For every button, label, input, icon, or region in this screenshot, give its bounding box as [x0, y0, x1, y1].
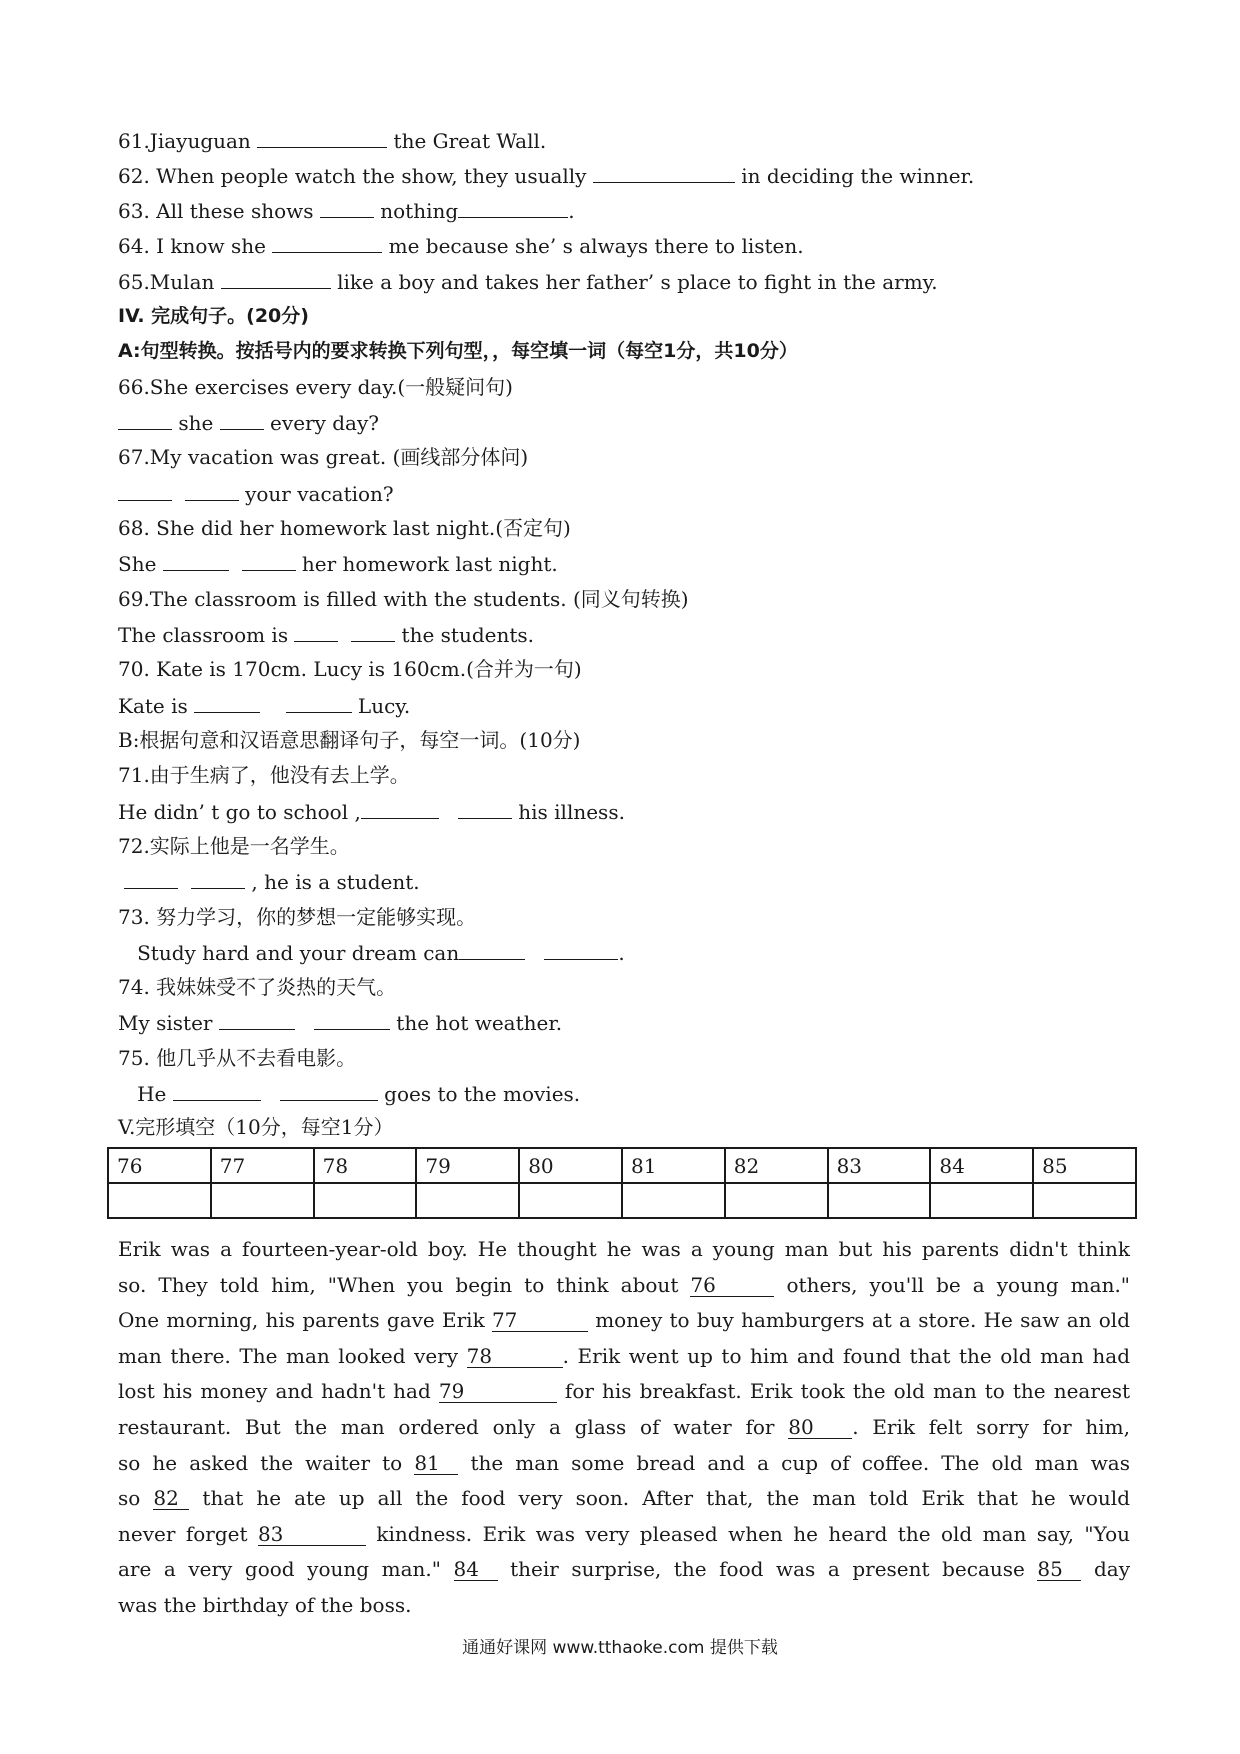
section-4-heading: IV. 完成句子。(20分): [118, 305, 309, 327]
answer-blank[interactable]: [314, 1009, 390, 1030]
answer-cell[interactable]: [930, 1183, 1033, 1218]
passage-line: man there. The man looked very 78 . Erik went up to him and found that the old man had: [118, 1343, 1130, 1368]
answer-cell[interactable]: [1033, 1183, 1136, 1218]
passage-line: so 82 that he ate up all the food very soon. After that, the man told Erik that he would: [118, 1486, 1131, 1511]
passage-line: lost his money and hadn't had 79 for his breakfast. Erik took the old man to the nearest: [118, 1379, 1131, 1404]
cloze-blank-83[interactable]: 83: [258, 1523, 366, 1546]
question-64: 64. I know she me because she’ s always there to listen.: [118, 234, 804, 258]
question-68-prompt: 68. She did her homework last night.(否定句): [118, 516, 571, 540]
part-a-heading: A:句型转换。按括号内的要求转换下列句型，，每空填一词（每空1分，共10分）: [118, 340, 798, 362]
part-b-heading: B:根据句意和汉语意思翻译句子，每空一词。(10分): [118, 728, 581, 752]
question-66-prompt: 66.She exercises every day.(一般疑问句): [118, 375, 513, 399]
answer-blank[interactable]: [185, 480, 239, 501]
cloze-blank-84[interactable]: 84: [454, 1558, 498, 1581]
question-75-answer: He goes to the movies.: [137, 1082, 581, 1106]
passage-line: so. They told him, "When you begin to think about 76 others, you'll be a young man.": [118, 1272, 1131, 1297]
cloze-blank-79[interactable]: 79: [439, 1380, 557, 1403]
answer-blank[interactable]: [194, 692, 260, 713]
question-67-prompt: 67.My vacation was great. (画线部分体问): [118, 445, 529, 469]
cloze-blank-85[interactable]: 85: [1037, 1558, 1081, 1581]
question-71-answer: He didn’ t go to school , his illness.: [118, 800, 625, 824]
question-74-answer: My sister the hot weather.: [118, 1011, 563, 1035]
table-cell: 77: [211, 1148, 314, 1183]
answer-blank[interactable]: [459, 939, 525, 960]
cloze-blank-77[interactable]: 77: [492, 1309, 588, 1332]
answer-blank[interactable]: [124, 868, 178, 889]
answer-cell[interactable]: [725, 1183, 828, 1218]
answer-blank[interactable]: [220, 409, 264, 430]
passage-line: One morning, his parents gave Erik 77 money to buy hamburgers at a store. He saw an old: [118, 1308, 1130, 1333]
answer-table-answer-row: [108, 1183, 1136, 1218]
cloze-blank-81[interactable]: 81: [414, 1452, 458, 1475]
question-72-prompt: 72.实际上他是一名学生。: [118, 834, 350, 858]
answer-cell[interactable]: [108, 1183, 211, 1218]
table-cell: 79: [416, 1148, 519, 1183]
question-71-prompt: 71.由于生病了，他没有去上学。: [118, 763, 410, 787]
table-cell: 80: [519, 1148, 622, 1183]
answer-cell[interactable]: [828, 1183, 931, 1218]
answer-blank[interactable]: [294, 621, 338, 642]
table-cell: 83: [828, 1148, 931, 1183]
passage-line: never forget 83 kindness. Erik was very pleased when he heard the old man say, "You: [118, 1521, 1130, 1546]
answer-blank[interactable]: [163, 550, 229, 571]
answer-blank[interactable]: [544, 939, 618, 960]
answer-blank[interactable]: [458, 798, 512, 819]
question-70-prompt: 70. Kate is 170cm. Lucy is 160cm.(合并为一句): [118, 657, 582, 681]
answer-table-header-row: [108, 1148, 1136, 1183]
question-65: 65.Mulan like a boy and takes her father’ s place to fight in the army.: [118, 270, 938, 294]
question-73-answer: Study hard and your dream can .: [137, 941, 625, 965]
answer-blank[interactable]: [118, 409, 172, 430]
answer-blank[interactable]: [361, 798, 439, 819]
section-5-heading: V.完形填空（10分，每空1分）: [118, 1115, 394, 1139]
cloze-blank-78[interactable]: 78: [467, 1345, 563, 1368]
answer-blank[interactable]: [286, 692, 352, 713]
answer-cell[interactable]: [519, 1183, 622, 1218]
passage-line: restaurant. But the man ordered only a glass of water for 80 . Erik felt sorry for him,: [118, 1414, 1131, 1439]
question-73-prompt: 73. 努力学习，你的梦想一定能够实现。: [118, 905, 477, 929]
answer-blank[interactable]: [272, 232, 382, 253]
answer-blank[interactable]: [593, 162, 735, 183]
cloze-passage: [118, 1232, 1130, 1624]
question-69-prompt: 69.The classroom is filled with the students. (同义句转换): [118, 587, 689, 611]
table-cell: 78: [314, 1148, 417, 1183]
question-67-answer: your vacation?: [118, 480, 394, 507]
answer-blank[interactable]: [191, 868, 245, 889]
answer-blank[interactable]: [221, 268, 331, 289]
passage-line: was the birthday of the boss.: [118, 1592, 412, 1617]
table-cell: 76: [108, 1148, 211, 1183]
cloze-blank-76[interactable]: 76: [690, 1274, 774, 1297]
passage-line: are a very good young man." 84 their surprise, the food was a present because 85 day: [118, 1557, 1131, 1582]
answer-blank[interactable]: [351, 621, 395, 642]
question-69-answer: The classroom is the students.: [118, 623, 534, 647]
table-cell: 81: [622, 1148, 725, 1183]
table-cell: 84: [930, 1148, 1033, 1183]
question-72-answer: , he is a student.: [118, 868, 420, 895]
question-61: 61.Jiayuguan the Great Wall.: [118, 129, 547, 153]
answer-blank[interactable]: [257, 127, 387, 148]
answer-blank[interactable]: [173, 1080, 261, 1101]
answer-blank[interactable]: [118, 480, 172, 501]
cloze-blank-80[interactable]: 80: [788, 1416, 852, 1439]
question-75-prompt: 75. 他几乎从不去看电影。: [118, 1046, 357, 1070]
answer-blank[interactable]: [242, 550, 296, 571]
answer-cell[interactable]: [211, 1183, 314, 1218]
answer-blank[interactable]: [320, 197, 374, 218]
cloze-blank-82[interactable]: 82: [153, 1487, 189, 1510]
question-66-answer: she every day?: [118, 409, 379, 436]
answer-cell[interactable]: [622, 1183, 725, 1218]
question-70-answer: Kate is Lucy.: [118, 694, 411, 718]
question-63: 63. All these shows nothing .: [118, 199, 575, 223]
question-74-prompt: 74. 我妹妹受不了炎热的天气。: [118, 975, 397, 999]
answer-blank[interactable]: [280, 1080, 378, 1101]
page-footer: 通通好课网 www.tthaoke.com 提供下载: [462, 1638, 778, 1658]
table-cell: 82: [725, 1148, 828, 1183]
answer-cell[interactable]: [314, 1183, 417, 1218]
question-62: 62. When people watch the show, they usually in deciding the winner.: [118, 164, 975, 188]
answer-blank[interactable]: [219, 1009, 295, 1030]
passage-line: so he asked the waiter to 81 the man some bread and a cup of coffee. The old man was: [118, 1450, 1130, 1475]
answer-blank[interactable]: [458, 197, 568, 218]
passage-line: Erik was a fourteen-year-old boy. He thought he was a young man but his parents didn't think: [118, 1237, 1130, 1261]
question-68-answer: She her homework last night.: [118, 552, 558, 576]
answer-cell[interactable]: [416, 1183, 519, 1218]
table-cell: 85: [1033, 1148, 1136, 1183]
answer-table: [107, 1147, 1137, 1219]
